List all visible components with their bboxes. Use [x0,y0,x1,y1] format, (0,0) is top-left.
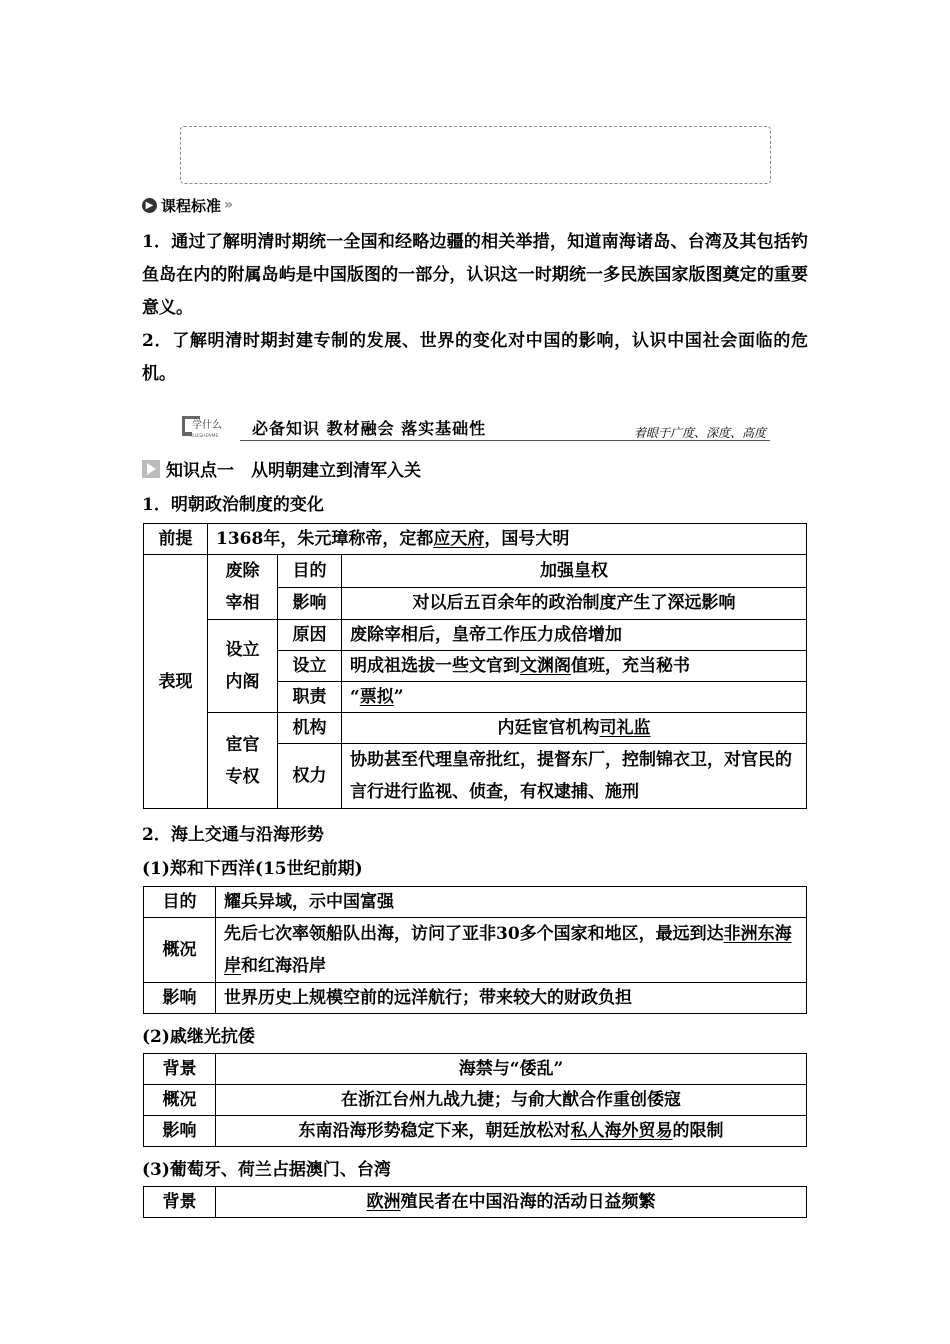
banner-subtitle: 着眼于广度、深度、高度 [633,426,766,440]
qijiguang-table [143,1053,807,1147]
knowledge-point-title: 知识点一 从明朝建立到清军入关 [166,461,421,481]
section2-heading: 2．海上交通与沿海形势 [142,825,324,845]
table-row [144,620,807,651]
cell-label: 权力 [278,744,342,809]
course-standard-title: 课程标准 [161,196,222,215]
cell-label: 设立 [278,651,342,682]
cell-group: 宦官 专权 [208,713,278,809]
table-row [144,1187,807,1218]
sub3-heading: (3)葡萄牙、荷兰占据澳门、台湾 [142,1160,391,1180]
double-chevron-icon: » [224,197,234,213]
cell-label: 目的 [144,887,216,918]
cell-value: 东南沿海形势稳定下来，朝廷放松对私人海外贸易的限制 [216,1116,807,1147]
table-row [144,555,807,588]
cell-label: 机构 [278,713,342,744]
cell-value: 内廷宦官机构司礼监 [342,713,807,744]
header-placeholder-box [180,126,771,184]
table-row [144,1085,807,1116]
standard-item-1: 1．通过了解明清时期统一全国和经略边疆的相关举措，知道南海诸岛、台湾及其包括钓鱼岛在内的附属岛屿是中国版图的一部分，认识这一时期统一多民族国家版图奠定的重要意义。 [142,232,808,318]
cell-value: 世界历史上规模空前的远洋航行；带来较大的财政负担 [216,983,807,1014]
cell-label: 背景 [144,1187,216,1218]
zhenghe-table [143,886,807,1014]
cell-value: 废除宰相后，皇帝工作压力成倍增加 [342,620,807,651]
xueshenme-logo-icon [180,414,238,440]
cell-label: 背景 [144,1054,216,1085]
table-row [144,918,807,983]
cell-group: 废除 宰相 [208,555,278,620]
portugal-netherlands-table [143,1186,807,1218]
logo-subtext: XUESHENME [190,434,219,439]
cell-value: 加强皇权 [342,555,807,588]
table-row [144,1054,807,1085]
table-row [144,524,807,555]
cell-value: 耀兵异域，示中国富强 [216,887,807,918]
section-banner [180,412,770,444]
standard-item-2: 2．了解明清时期封建专制的发展、世界的变化对中国的影响，认识中国社会面临的危机。 [142,331,808,384]
course-standard-header [142,194,233,216]
cell-label: 影响 [278,587,342,620]
cell-value: “票拟” [342,682,807,713]
cell-label: 目的 [278,555,342,588]
cell-value: 欧洲殖民者在中国沿海的活动日益频繁 [216,1187,807,1218]
cell-value: 协助甚至代理皇帝批红，提督东厂，控制锦衣卫，对官民的言行进行监视、侦查，有权逮捕、施刑 [342,744,807,809]
cell-label: 职责 [278,682,342,713]
cell-label: 概况 [144,1085,216,1116]
play-circle-icon: ▶ [142,198,157,213]
cell-value: 明成祖选拔一些文官到文渊阁值班，充当秘书 [342,651,807,682]
table-row [144,887,807,918]
sub1-heading: (1)郑和下西洋(15世纪前期) [142,859,363,879]
cell-value: 先后七次率领船队出海，访问了亚非30多个国家和地区，最远到达非洲东海岸和红海沿岸 [216,918,807,983]
cell-value: 在浙江台州九战九捷；与俞大猷合作重创倭寇 [216,1085,807,1116]
cell-label: 概况 [144,918,216,983]
cell-value: 海禁与“倭乱” [216,1054,807,1085]
cell-group: 设立 内阁 [208,620,278,713]
cell-label: 影响 [144,983,216,1014]
table-row [144,983,807,1014]
play-square-icon [142,460,160,478]
table-row [144,713,807,744]
cell-value: 1368年，朱元璋称帝，定都应天府，国号大明 [208,524,807,555]
cell-label: 前提 [144,524,208,555]
ming-politics-table [143,523,807,809]
sub2-heading: (2)戚继光抗倭 [142,1027,255,1047]
logo-text: 学什么 [192,420,222,431]
cell-value: 对以后五百余年的政治制度产生了深远影响 [342,587,807,620]
banner-title: 必备知识 教材融会 落实基础性 [252,419,487,438]
cell-label: 原因 [278,620,342,651]
knowledge-point-heading [142,456,421,481]
cell-label: 影响 [144,1116,216,1147]
section1-heading: 1．明朝政治制度的变化 [142,495,324,515]
cell-label: 表现 [144,555,208,809]
table-row [144,1116,807,1147]
